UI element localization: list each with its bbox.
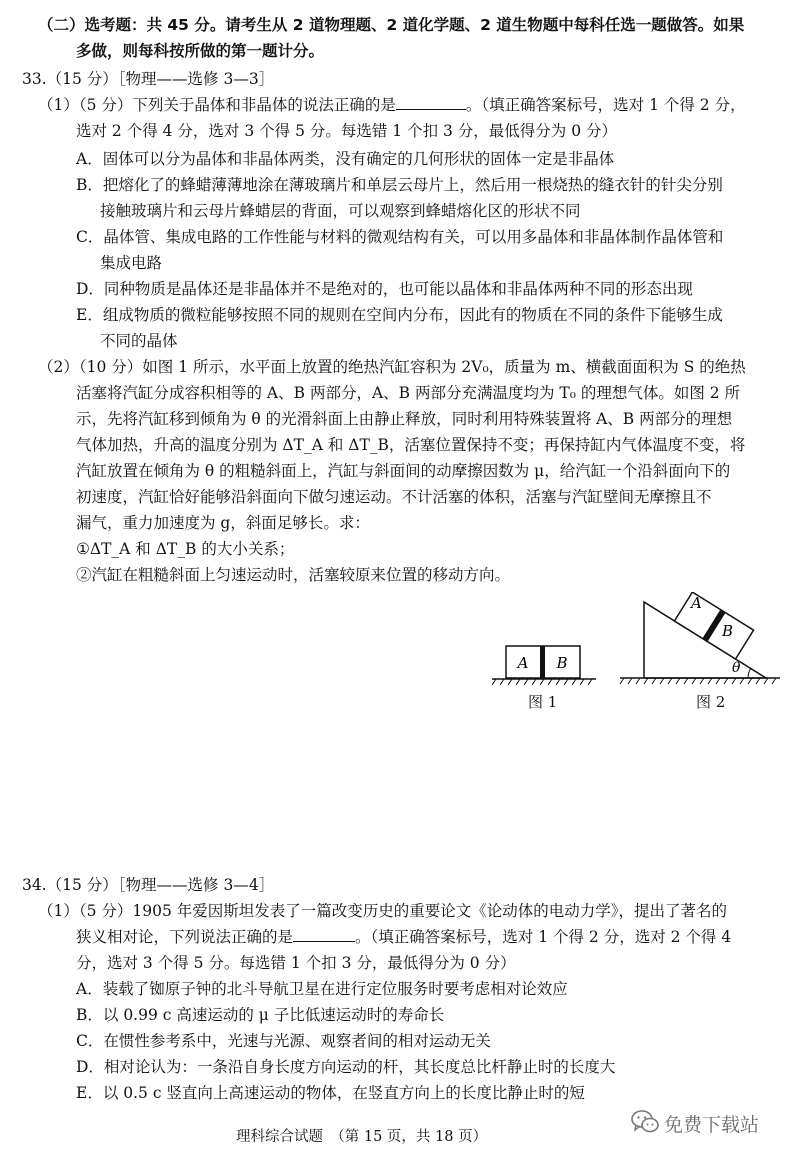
ground-hatching	[620, 678, 776, 684]
watermark	[628, 1104, 804, 1140]
q34-part1-line1: （1）（5 分）1905 年爱因斯坦发表了一篇改变历史的重要论文《论动体的电动力学》，提出了著名的	[38, 902, 728, 920]
q33-part2-line2: 活塞将汽缸分成容积相等的 A、B 两部分，A、B 两部分充满温度均为 T₀ 的理想气体。如图 2 所	[76, 384, 741, 402]
q34-option-e: E．以 0.5 c 竖直向上高速运动的物体，在竖直方向上的长度比静止时的短	[76, 1084, 585, 1102]
section-header-line2: 多做，则每科按所做的第一题计分。	[76, 42, 325, 60]
q33-option-a: A．固体可以分为晶体和非晶体两类，没有确定的几何形状的固体一定是非晶体	[76, 150, 615, 168]
q34-option-a: A．装载了铷原子钟的北斗导航卫星在进行定位服务时要考虑相对论效应	[76, 980, 568, 998]
q33-part2-line4: 气体加热，升高的温度分别为 ΔT_A 和 ΔT_B，活塞位置保持不变；再保持缸内气体温度不变，将	[76, 436, 746, 454]
ground-hatching	[492, 679, 592, 685]
section-header-line1: （二）选考题：共 45 分。请考生从 2 道物理题、2 道化学题、2 道生物题中每科任选一题做答。如果	[38, 16, 745, 34]
q33-option-b-line1: B．把熔化了的蜂蜡薄薄地涂在薄玻璃片和单层云母片上，然后用一根烧热的缝衣针的针尖分别	[76, 176, 723, 194]
q33-part1-instructions: 。（填正确答案标号，选对 1 个得 2 分，	[465, 96, 746, 114]
q34-option-c: C．在惯性参考系中，光速与光源、观察者间的相对运动无关	[76, 1032, 491, 1050]
piston	[540, 646, 545, 678]
q34-option-b: B．以 0.99 c 高速运动的 μ 子比低速运动时的寿命长	[76, 1006, 445, 1024]
answer-blank	[293, 926, 355, 942]
fig2-label-b: B	[722, 622, 734, 640]
figure-1-diagram	[490, 640, 598, 688]
q33-part1-line1	[38, 94, 746, 116]
q34-part1-stem: 狭义相对论，下列说法正确的是	[76, 928, 294, 946]
q33-part2-line6: 初速度，汽缸恰好能够沿斜面向下做匀速运动。不计活塞的体积，活塞与汽缸壁间无摩擦且不	[76, 488, 712, 506]
fig2-angle-label: θ	[732, 660, 741, 676]
q34-header: 34.（15 分）［物理——选修 3—4］	[22, 876, 275, 894]
q34-part1-line2	[76, 926, 731, 948]
q33-part2-line7: 漏气，重力加速度为 g，斜面足够长。求：	[76, 514, 370, 532]
q33-part2-line1: （2）（10 分）如图 1 所示，水平面上放置的绝热汽缸容积为 2V₀，质量为 m、横截面面积为 S 的绝热	[38, 358, 746, 376]
answer-blank	[396, 94, 466, 110]
fig1-label-b: B	[556, 654, 568, 672]
q33-part2-line3: 示，先将汽缸移到倾角为 θ 的光滑斜面上由静止释放，同时利用特殊装置将 A、B 两部分的理想	[76, 410, 733, 428]
q33-option-c-line2: 集成电路	[100, 254, 163, 272]
q33-part1-line2: 选对 2 个得 4 分，选对 3 个得 5 分。每选错 1 个扣 3 分，最低得分为 0 分）	[76, 122, 618, 140]
q33-header: 33.（15 分）［物理——选修 3—3］	[22, 70, 275, 88]
q34-part1-instructions: 。（填正确答案标号，选对 1 个得 2 分，选对 2 个得 4	[355, 928, 732, 946]
q33-subquestion-1: ①ΔT_A 和 ΔT_B 的大小关系；	[76, 540, 295, 558]
q34-part1-line3: 分，选对 3 个得 5 分。每选错 1 个扣 3 分，最低得分为 0 分）	[76, 954, 516, 972]
q33-option-e-line1: E．组成物质的微粒能够按照不同的规则在空间内分布，因此有的物质在不同的条件下能够生成	[76, 306, 723, 324]
watermark-text: 免费下载站	[664, 1114, 760, 1136]
q33-option-d: D．同种物质是晶体还是非晶体并不是绝对的，也可能以晶体和非晶体两种不同的形态出现	[76, 280, 693, 298]
q33-option-e-line2: 不同的晶体	[100, 332, 178, 350]
q34-option-d: D．相对论认为：一条沿自身长度方向运动的杆，其长度总比杆静止时的长度大	[76, 1058, 616, 1076]
page-footer: 理科综合试题 （第 15 页，共 18 页）	[236, 1129, 488, 1145]
figure-2-caption: 图 2	[696, 693, 726, 711]
q33-part2-line5: 汽缸放置在倾角为 θ 的粗糙斜面上，汽缸与斜面间的动摩擦因数为 μ，给汽缸一个沿斜面向下的	[76, 462, 731, 480]
q33-option-b-line2: 接触玻璃片和云母片蜂蜡层的背面，可以观察到蜂蜡熔化区的形状不同	[100, 202, 581, 220]
q33-option-c-line1: C．晶体管、集成电路的工作性能与材料的微观结构有关，可以用多晶体和非晶体制作晶体管和	[76, 228, 724, 246]
q33-part1-stem: （1）（5 分）下列关于晶体和非晶体的说法正确的是	[38, 96, 396, 114]
q33-subquestion-2: ②汽缸在粗糙斜面上匀速运动时，活塞较原来位置的移动方向。	[76, 566, 511, 584]
figure-2-diagram	[616, 592, 784, 688]
fig1-label-a: A	[517, 654, 529, 672]
figure-1-caption: 图 1	[528, 693, 558, 711]
fig2-label-a: A	[691, 594, 702, 612]
wechat-icon	[630, 1108, 660, 1136]
